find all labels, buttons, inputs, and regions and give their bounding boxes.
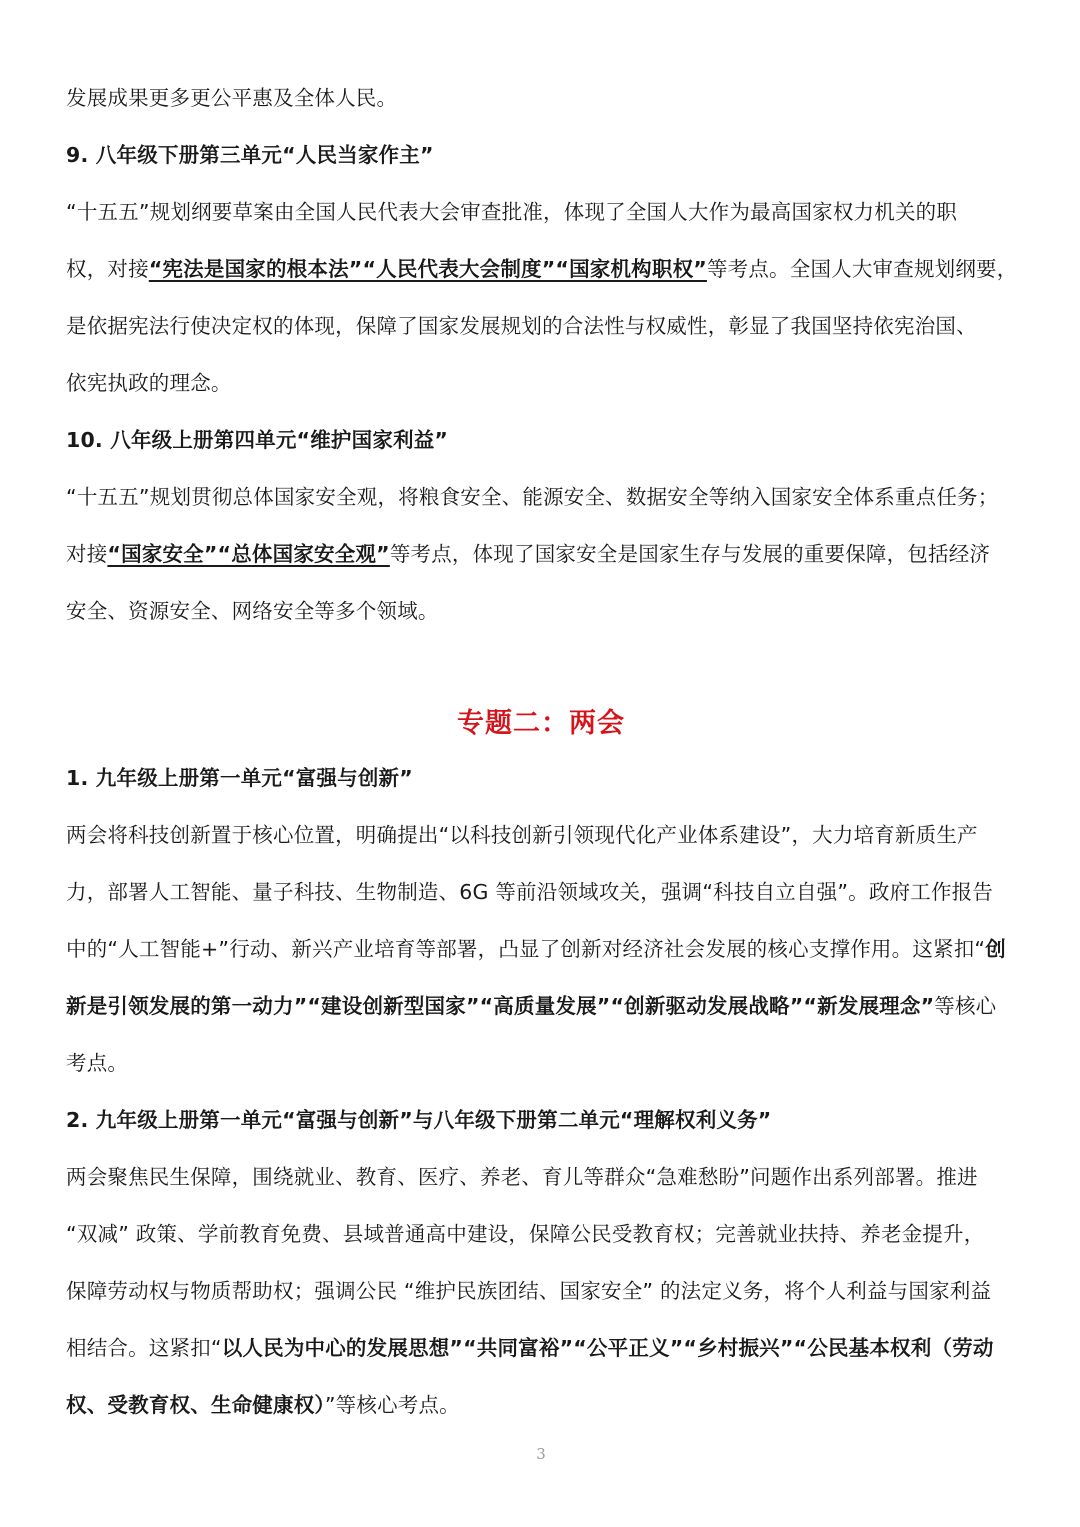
text: 两会聚焦民生保障，围绕就业、教育、医疗、养老、育儿等群众“急难愁盼”问题作出系列部署。推进 — [66, 1165, 978, 1189]
paragraph-line — [66, 597, 439, 625]
text: “十五五”规划贯彻总体国家安全观，将粮食安全、能源安全、数据安全等纳入国家安全体系重点任务； — [66, 485, 999, 509]
item-heading-2: 2. 九年级上册第一单元“富强与创新”与八年级下册第二单元“理解权利义务” — [66, 1108, 772, 1132]
paragraph-line — [66, 483, 998, 511]
item-heading-10: 10. 八年级上册第四单元“维护国家利益” — [66, 428, 449, 452]
text: 中的“人工智能+”行动、新兴产业培育等部署，凸显了创新对经济社会发展的核心支撑作用。这紧扣“ — [66, 937, 986, 961]
text: 力，部署人工智能、量子科技、生物制造、6G 等前沿领域攻关，强调“科技自立自强”。政府工作报告 — [66, 880, 994, 904]
paragraph-line — [66, 369, 232, 397]
text: 安全、资源安全、网络安全等多个领域。 — [66, 599, 439, 623]
text: 等核心 — [934, 994, 997, 1018]
key-point-underlined: “宪法是国家的根本法”“人民代表大会制度”“国家机构职权” — [148, 257, 707, 281]
text: “双减” 政策、学前教育免费、县域普通高中建设，保障公民受教育权；完善就业扶持、养老金提升， — [66, 1222, 985, 1246]
text: 是依据宪法行使决定权的体现，保障了国家发展规划的合法性与权威性，彰显了我国坚持依宪治国、 — [66, 314, 977, 338]
paragraph-line — [66, 1391, 460, 1419]
paragraph-line — [66, 1277, 991, 1305]
text: 等考点，体现了国家安全是国家生存与发展的重要保障，包括经济 — [389, 542, 991, 566]
text: 保障劳动权与物质帮助权；强调公民 “维护民族团结、国家安全” 的法定义务，将个人利益与国家利益 — [66, 1279, 992, 1303]
text: 对接 — [66, 542, 108, 566]
paragraph-line — [66, 1220, 984, 1248]
paragraph-line — [66, 84, 397, 112]
section-title: 专题二：两会 — [457, 708, 625, 739]
page-number: 3 — [536, 1445, 546, 1463]
paragraph-line — [66, 1163, 978, 1191]
key-point-bold: 以人民为中心的发展思想”“共同富裕”“公平正义”“乡村振兴”“公民基本权利（劳动 — [221, 1336, 994, 1360]
paragraph-line — [66, 198, 957, 226]
text: 考点。 — [66, 1051, 129, 1075]
text: “十五五”规划纲要草案由全国人民代表大会审查批准，体现了全国人大作为最高国家权力机关的职 — [66, 200, 958, 224]
text: 权，对接 — [66, 257, 149, 281]
paragraph-line — [66, 255, 1017, 283]
text: ”等核心考点。 — [324, 1393, 460, 1417]
text: 依宪执政的理念。 — [66, 371, 232, 395]
paragraph-line — [66, 540, 990, 568]
text: 相结合。这紧扣“ — [66, 1336, 222, 1360]
paragraph-line — [66, 312, 977, 340]
item-heading-9: 9. 八年级下册第三单元“人民当家作主” — [66, 143, 434, 167]
key-point-bold: 权、受教育权、生命健康权） — [66, 1393, 325, 1417]
paragraph-line — [66, 1334, 994, 1362]
text: 两会将科技创新置于核心位置，明确提出“以科技创新引领现代化产业体系建设”，大力培育新质生产 — [66, 823, 978, 847]
paragraph-line — [66, 935, 1006, 963]
paragraph-line — [66, 992, 996, 1020]
key-point-bold: 新是引领发展的第一动力”“建设创新型国家”“高质量发展”“创新驱动发展战略”“新发展理念” — [66, 994, 935, 1018]
paragraph-line — [66, 878, 993, 906]
text: 等考点。全国人大审查规划纲要， — [706, 257, 1018, 281]
key-point-underlined: “国家安全”“总体国家安全观” — [107, 542, 390, 566]
item-heading-1: 1. 九年级上册第一单元“富强与创新” — [66, 766, 413, 790]
paragraph-line — [66, 1049, 128, 1077]
key-point-bold: 创 — [985, 937, 1006, 961]
paragraph-line — [66, 821, 978, 849]
text: 发展成果更多更公平惠及全体人民。 — [66, 86, 398, 110]
